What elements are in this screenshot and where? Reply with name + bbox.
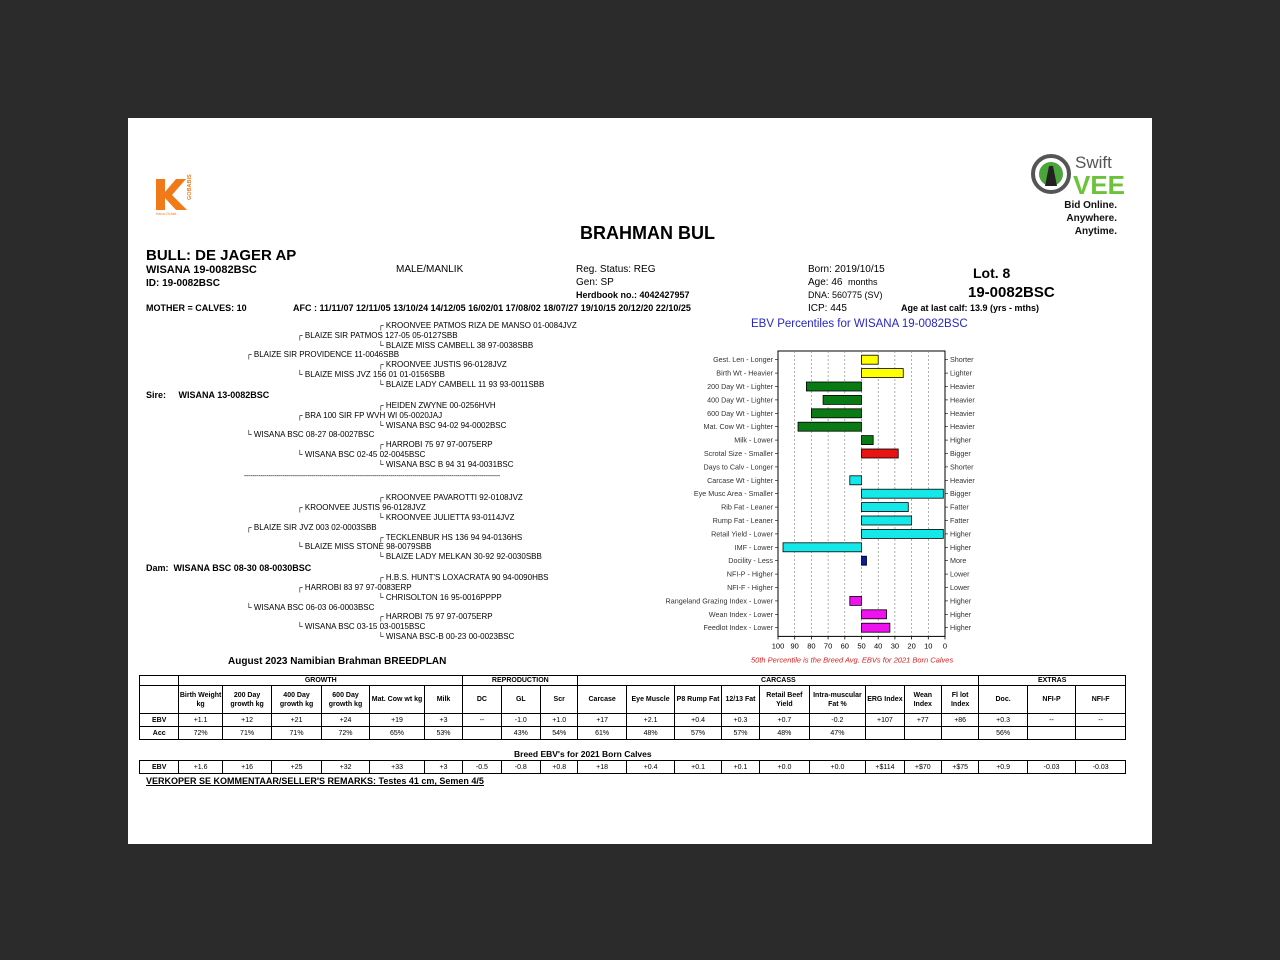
table-cell: +0.3 bbox=[721, 714, 759, 727]
table-column-header: Birth Weight kg bbox=[179, 686, 222, 714]
table-cell: +$114 bbox=[866, 761, 904, 774]
chart-row-right-label: Bigger bbox=[950, 449, 971, 458]
pedigree-entry: ┌ KROONVEE JUSTIS 96-0128JVZ bbox=[378, 360, 507, 369]
table-column-header: Fl lot Index bbox=[941, 686, 978, 714]
table-group-header: GROWTH bbox=[179, 676, 463, 686]
chart-tick-label: 90 bbox=[790, 641, 799, 651]
table-cell: +0.3 bbox=[979, 714, 1027, 727]
chart-bar bbox=[850, 596, 862, 605]
dna-code: DNA: 560775 (SV) bbox=[808, 290, 883, 300]
icp-value: ICP: 445 bbox=[808, 303, 847, 314]
chart-row-label: Carcase Wt - Lighter bbox=[707, 475, 773, 485]
chart-tick-label: 80 bbox=[807, 641, 816, 651]
sire-name: WISANA 13-0082BSC bbox=[178, 390, 270, 400]
chart-row-label: Milk - Lower bbox=[734, 435, 773, 445]
chart-row-right-label: Higher bbox=[950, 609, 972, 619]
chart-row-label: Feedlot Index - Lower bbox=[703, 623, 773, 633]
pedigree-entry: ┌ HARROBI 83 97 97-0083ERP bbox=[297, 583, 412, 592]
table-column-header: Mat. Cow wt kg bbox=[370, 686, 425, 714]
chart-row-right-label: Heavier bbox=[950, 395, 975, 405]
chart-row-label: Mat. Cow Wt - Lighter bbox=[703, 422, 773, 432]
bull-name: BULL: DE JAGER AP bbox=[146, 247, 297, 264]
table-cell: +12 bbox=[222, 714, 271, 727]
chart-row-right-label: Heavier bbox=[950, 382, 975, 391]
table-cell: 72% bbox=[179, 727, 222, 740]
lot-number: Lot. 8 bbox=[973, 265, 1011, 281]
table-row-label-header bbox=[140, 686, 179, 714]
table-cell: 53% bbox=[424, 727, 462, 740]
chart-row-label: Birth Wt - Heavier bbox=[716, 368, 773, 378]
chart-row-right-label: Heavier bbox=[950, 475, 975, 485]
table-cell bbox=[904, 727, 941, 740]
table-cell: +19 bbox=[370, 714, 425, 727]
chart-tick-label: 70 bbox=[823, 641, 833, 651]
chart-bar bbox=[862, 610, 887, 619]
chart-tick-label: 0 bbox=[942, 641, 948, 651]
chart-row-right-label: Shorter bbox=[950, 462, 974, 472]
chart-row-label: IMF - Lower bbox=[734, 542, 773, 552]
table-cell: -0.03 bbox=[1027, 761, 1075, 774]
chart-row-right-label: Higher bbox=[950, 435, 972, 445]
ebv-table bbox=[139, 675, 1126, 740]
anytime-text: Anytime. bbox=[1074, 226, 1117, 237]
table-cell: 43% bbox=[501, 727, 540, 740]
table-cell: +0.4 bbox=[626, 761, 674, 774]
table-cell: +1.1 bbox=[179, 714, 222, 727]
chart-row-label: Docility - Less bbox=[728, 556, 773, 566]
pedigree-entry: └ CHRISOLTON 16 95-0016PPPP bbox=[378, 593, 502, 602]
table-cell: +86 bbox=[941, 714, 978, 727]
table-row-label: EBV bbox=[140, 761, 179, 774]
chart-row-label: 400 Day Wt - Lighter bbox=[707, 395, 773, 405]
table-cell: +0.1 bbox=[721, 761, 759, 774]
pedigree-entry: ┌ HARROBI 75 97 97-0075ERP bbox=[378, 612, 493, 621]
table-column-header: Eye Muscle bbox=[626, 686, 674, 714]
chart-tick-label: 100 bbox=[771, 641, 785, 651]
chart-bar bbox=[862, 623, 890, 632]
table-column-header: NFI-F bbox=[1076, 686, 1126, 714]
pedigree-entry: └ BLAIZE MISS JVZ 156 01 01-0156SBB bbox=[297, 370, 445, 379]
table-cell: 71% bbox=[272, 727, 321, 740]
pedigree-entry: ┌ BRA 100 SIR FP WVH WI 05-0020JAJ bbox=[297, 411, 443, 420]
herdbook-number: Herdbook no.: 4042427957 bbox=[576, 290, 690, 300]
table-cell: 61% bbox=[578, 727, 626, 740]
pedigree-entry: ┌ KROONVEE PATMOS RIZA DE MANSO 01-0084JVZ bbox=[378, 321, 577, 330]
table-row-label: EBV bbox=[140, 714, 179, 727]
pedigree-entry: ┌ KROONVEE JUSTIS 96-0128JVZ bbox=[297, 503, 426, 512]
table-cell bbox=[866, 727, 904, 740]
table-cell: -0.8 bbox=[501, 761, 540, 774]
table-cell: 47% bbox=[809, 727, 866, 740]
table-cell: -0.2 bbox=[809, 714, 866, 727]
catalogue-sheet bbox=[128, 118, 1152, 844]
table-cell: +0.8 bbox=[541, 761, 578, 774]
table-cell: 48% bbox=[626, 727, 674, 740]
karoo-ochse-logo bbox=[152, 176, 204, 216]
chart-tick-label: 30 bbox=[890, 641, 900, 651]
table-column-header: NFI-P bbox=[1027, 686, 1075, 714]
table-row-label: Acc bbox=[140, 727, 179, 740]
pedigree-entry: ┌ HEIDEN ZWYNE 00-0256HVH bbox=[378, 401, 496, 410]
table-column-header: Carcase bbox=[578, 686, 626, 714]
table-row bbox=[140, 727, 1126, 740]
pedigree-entry: └ WISANA BSC 08-27 08-0027BSC bbox=[246, 430, 375, 439]
mother-calves: MOTHER = CALVES: 10 bbox=[146, 303, 247, 313]
chart-row-label: Rib Fat - Leaner bbox=[721, 502, 773, 512]
table-column-header: Retail Beef Yield bbox=[760, 686, 809, 714]
chart-row-right-label: Lower bbox=[950, 583, 970, 592]
chart-row-right-label: Higher bbox=[950, 542, 972, 552]
table-cell: +2.1 bbox=[626, 714, 674, 727]
table-row bbox=[140, 714, 1126, 727]
pedigree-entry: └ WISANA BSC 94-02 94-0002BSC bbox=[378, 421, 507, 430]
table-cell: +0.1 bbox=[675, 761, 721, 774]
chart-bar bbox=[806, 382, 861, 391]
pedigree-entry: └ KROONVEE JULIETTA 93-0114JVZ bbox=[378, 513, 515, 522]
chart-row-label: NFI-P - Higher bbox=[726, 569, 773, 579]
table-cell: +25 bbox=[272, 761, 322, 774]
pedigree-entry: ┌ BLAIZE SIR PATMOS 127-05 05-0127SBB bbox=[297, 331, 458, 340]
table-cell: +24 bbox=[321, 714, 369, 727]
dam-name: WISANA BSC 08-30 08-0030BSC bbox=[173, 563, 312, 573]
table-column-header: Doc. bbox=[979, 686, 1027, 714]
pedigree-entry: ┌ TECKLENBUR HS 136 94 94-0136HS bbox=[378, 533, 523, 542]
chart-row-label: Days to Calv - Longer bbox=[703, 462, 773, 472]
anywhere-text: Anywhere. bbox=[1066, 213, 1117, 224]
table-cell: +0.0 bbox=[760, 761, 810, 774]
table-column-header: ERG Index bbox=[866, 686, 904, 714]
table-cell: +0.4 bbox=[675, 714, 721, 727]
dam-row: Dam: WISANA BSC 08-30 08-0030BSC bbox=[146, 563, 312, 573]
table-cell: -- bbox=[1076, 714, 1126, 727]
pedigree-entry: ┌ H.B.S. HUNT'S LOXACRATA 90 94-0090HBS bbox=[378, 573, 549, 582]
pedigree-entry: └ WISANA BSC 06-03 06-0003BSC bbox=[246, 603, 375, 612]
table-group-header: REPRODUCTION bbox=[463, 676, 578, 686]
chart-row-label: Gest. Len - Longer bbox=[713, 355, 773, 365]
pedigree-entry: └ WISANA BSC B 94 31 94-0031BSC bbox=[378, 460, 514, 469]
birth-date: Born: 2019/10/15 bbox=[808, 264, 885, 275]
age-months bbox=[808, 277, 878, 288]
chart-row-label: Scrotal Size - Smaller bbox=[703, 449, 773, 458]
breed-ebv-title: Breed EBV's for 2021 Born Calves bbox=[514, 749, 652, 759]
chart-bar bbox=[862, 369, 904, 378]
table-cell: -- bbox=[463, 714, 501, 727]
table-cell: -0.5 bbox=[463, 761, 501, 774]
animal-id: ID: 19-0082BSC bbox=[146, 278, 220, 289]
table-cell: +77 bbox=[904, 714, 941, 727]
table-column-header: 200 Day growth kg bbox=[222, 686, 271, 714]
table-cell bbox=[1076, 727, 1126, 740]
chart-bar bbox=[823, 395, 861, 404]
pedigree-entry: ┌ BLAIZE SIR PROVIDENCE 11-0046SBB bbox=[246, 350, 400, 359]
reg-status: Reg. Status: REG bbox=[576, 264, 656, 275]
table-cell: +21 bbox=[272, 714, 321, 727]
table-cell: +18 bbox=[578, 761, 626, 774]
table-cell: +3 bbox=[424, 761, 462, 774]
ebv-percentile-chart bbox=[638, 313, 983, 665]
table-cell: +$70 bbox=[904, 761, 941, 774]
table-cell: 57% bbox=[675, 727, 721, 740]
pedigree-separator: ------------------------------------------------------------------------------------------------------------------------------ bbox=[244, 473, 500, 480]
table-cell: 56% bbox=[979, 727, 1027, 740]
chart-row-label: NFI-F - Higher bbox=[727, 583, 773, 592]
chart-bar bbox=[798, 422, 861, 431]
chart-bar bbox=[862, 529, 944, 538]
table-cell: 57% bbox=[721, 727, 759, 740]
chart-row-label: 600 Day Wt - Lighter bbox=[707, 408, 773, 418]
pedigree-entry: └ WISANA BSC-B 00-23 00-0023BSC bbox=[378, 632, 515, 641]
registered-name: WISANA 19-0082BSC bbox=[146, 264, 257, 276]
pedigree-entry: ┌ BLAIZE SIR JVZ 003 02-0003SBB bbox=[246, 523, 377, 532]
table-cell: +17 bbox=[578, 714, 626, 727]
table-column-header: P8 Rump Fat bbox=[675, 686, 721, 714]
sex-label: MALE/MANLIK bbox=[396, 264, 464, 275]
table-cell: +1.0 bbox=[541, 714, 578, 727]
table-cell: -- bbox=[1027, 714, 1075, 727]
pedigree-entry: └ BLAIZE MISS CAMBELL 38 97-0038SBB bbox=[378, 341, 534, 350]
chart-tick-label: 60 bbox=[840, 641, 849, 651]
chart-row-right-label: Fatter bbox=[950, 502, 969, 512]
table-column-header: 12/13 Fat bbox=[721, 686, 759, 714]
chart-row-right-label: Higher bbox=[950, 623, 972, 633]
table-column-header: Intra-muscular Fat % bbox=[809, 686, 866, 714]
chart-row-right-label: Lower bbox=[950, 569, 970, 579]
chart-row-right-label: More bbox=[950, 556, 967, 566]
chart-bar bbox=[862, 355, 879, 364]
sire-row: Sire: WISANA 13-0082BSC bbox=[146, 390, 270, 400]
chart-row-label: 200 Day Wt - Lighter bbox=[707, 382, 773, 391]
table-cell: +0.9 bbox=[979, 761, 1027, 774]
chart-row-label: Eye Musc Area - Smaller bbox=[693, 489, 773, 499]
gen-code: Gen: SP bbox=[576, 277, 614, 288]
chart-title: EBV Percentiles for WISANA 19-0082BSC bbox=[751, 318, 968, 330]
table-group-header: CARCASS bbox=[578, 676, 979, 686]
karoo-logo-text: Karoo Ochse bbox=[156, 212, 177, 216]
pedigree-entry: ┌ HARROBI 75 97 97-0075ERP bbox=[378, 440, 493, 449]
table-row bbox=[140, 761, 1126, 774]
chart-row-right-label: Shorter bbox=[950, 355, 974, 365]
chart-row-right-label: Heavier bbox=[950, 408, 975, 418]
seller-remarks: VERKOPER SE KOMMENTAAR/SELLER'S REMARKS: Testes 41 cm, Semen 4/5 bbox=[146, 776, 484, 786]
chart-bar bbox=[862, 556, 867, 565]
table-cell: +33 bbox=[370, 761, 425, 774]
chart-bar bbox=[862, 503, 909, 512]
table-cell: +1.6 bbox=[179, 761, 222, 774]
table-cell: +0.0 bbox=[809, 761, 866, 774]
pedigree-entry: └ WISANA BSC 02-45 02-0045BSC bbox=[297, 450, 426, 459]
table-column-header: Wean Index bbox=[904, 686, 941, 714]
chart-row-right-label: Higher bbox=[950, 529, 972, 539]
table-column-header: 400 Day growth kg bbox=[272, 686, 321, 714]
table-cell: +$75 bbox=[942, 761, 979, 774]
pedigree-entry: └ BLAIZE LADY CAMBELL 11 93 93-0011SBB bbox=[378, 380, 545, 389]
vee-text: VEE bbox=[1073, 170, 1126, 200]
table-cell: 72% bbox=[321, 727, 369, 740]
chart-row-label: Rump Fat - Leaner bbox=[712, 516, 773, 525]
chart-footnote: 50th Percentile is the Breed Avg. EBVs for 2021 Born Calves bbox=[751, 655, 954, 665]
table-cell: -1.0 bbox=[501, 714, 540, 727]
pedigree-entry: ┌ KROONVEE PAVAROTTI 92-0108JVZ bbox=[378, 493, 523, 502]
breed-ebv-table bbox=[139, 760, 1126, 774]
breedplan-title: August 2023 Namibian Brahman BREEDPLAN bbox=[228, 656, 447, 667]
gobabis-logo-text: GOBABIS bbox=[187, 174, 193, 200]
table-cell bbox=[941, 727, 978, 740]
table-cell: +16 bbox=[222, 761, 272, 774]
table-cell: 65% bbox=[370, 727, 425, 740]
chart-tick-label: 50 bbox=[857, 641, 866, 651]
table-cell: -0.03 bbox=[1076, 761, 1126, 774]
table-cell: 54% bbox=[541, 727, 578, 740]
table-cell: +32 bbox=[321, 761, 369, 774]
table-column-header: Milk bbox=[424, 686, 462, 714]
chart-row-right-label: Higher bbox=[950, 596, 972, 606]
pedigree-entry: └ BLAIZE LADY MELKAN 30-92 92-0030SBB bbox=[378, 552, 542, 561]
age-value: Age: 46 bbox=[808, 277, 843, 288]
chart-row-right-label: Lighter bbox=[950, 368, 972, 378]
chart-row-right-label: Fatter bbox=[950, 516, 969, 525]
chart-bar bbox=[862, 449, 899, 458]
table-cell: +0.7 bbox=[760, 714, 809, 727]
chart-bar bbox=[783, 543, 861, 552]
age-last-calf: Age at last calf: 13.9 (yrs - mths) bbox=[901, 303, 1040, 313]
chart-row-right-label: Bigger bbox=[950, 489, 971, 499]
swift-text: Swift bbox=[1075, 153, 1112, 172]
chart-row-label: Retail Yield - Lower bbox=[711, 529, 773, 539]
lot-id: 19-0082BSC bbox=[968, 284, 1055, 301]
table-column-header: GL bbox=[501, 686, 540, 714]
table-cell: +107 bbox=[866, 714, 904, 727]
chart-bar bbox=[862, 436, 874, 445]
table-column-header: DC bbox=[463, 686, 501, 714]
age-unit: months bbox=[848, 277, 878, 287]
chart-tick-label: 20 bbox=[907, 641, 916, 651]
table-group-header: EXTRAS bbox=[979, 676, 1126, 686]
table-cell bbox=[1027, 727, 1075, 740]
chart-bar bbox=[862, 489, 944, 498]
table-corner bbox=[140, 676, 179, 686]
pedigree-entry: └ WISANA BSC 03-15 03-0015BSC bbox=[297, 622, 426, 631]
pedigree-entry: └ BLAIZE MISS STONE 98-0079SBB bbox=[297, 542, 432, 551]
bid-online-text: Bid Online. bbox=[1064, 200, 1117, 211]
table-cell bbox=[463, 727, 501, 740]
swift-vee-logo bbox=[1031, 152, 1126, 238]
chart-bar bbox=[850, 476, 862, 485]
table-cell: 71% bbox=[222, 727, 271, 740]
chart-row-label: Wean Index - Lower bbox=[708, 609, 773, 619]
chart-tick-label: 10 bbox=[924, 641, 933, 651]
chart-bar bbox=[862, 516, 912, 525]
table-column-header: Scr bbox=[541, 686, 578, 714]
page-title: BRAHMAN BUL bbox=[580, 223, 715, 243]
chart-bar bbox=[811, 409, 861, 418]
table-column-header: 600 Day growth kg bbox=[321, 686, 369, 714]
table-cell: 48% bbox=[760, 727, 809, 740]
chart-tick-label: 40 bbox=[874, 641, 883, 651]
chart-row-right-label: Heavier bbox=[950, 422, 975, 432]
afc-dates: AFC : 11/11/07 12/11/05 13/10/24 14/12/05 16/02/01 17/08/02 18/07/27 19/10/15 20/12/20 22/10/25 bbox=[293, 303, 691, 313]
chart-row-label: Rangeland Grazing Index - Lower bbox=[665, 596, 773, 606]
table-cell: +3 bbox=[424, 714, 462, 727]
